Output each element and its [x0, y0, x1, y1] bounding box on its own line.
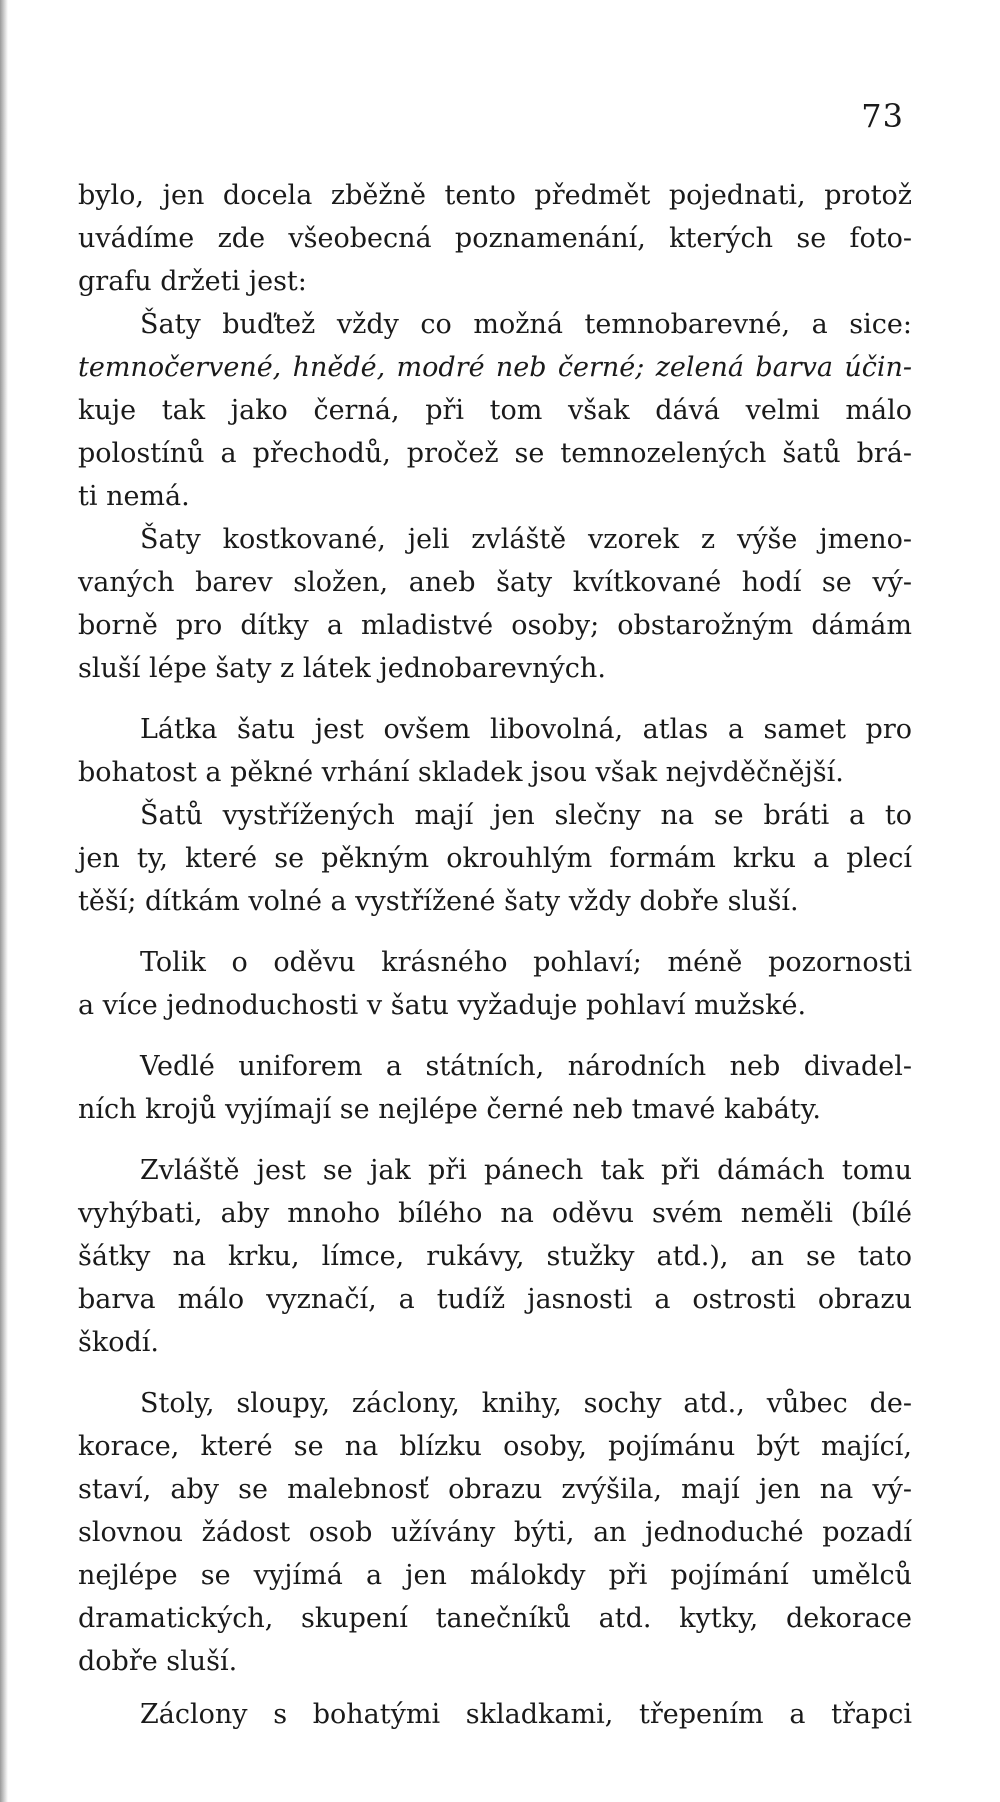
text-line: nejlépe se vyjímá a jen málokdy při pojímání umělců	[78, 1560, 912, 1591]
text-line: Látka šatu jest ovšem libovolná, atlas a samet pro	[140, 714, 912, 745]
text-line: Šatů vystřížených mají jen slečny na se bráti a to	[140, 800, 912, 831]
text-line: Záclony s bohatými skladkami, třepením a třapci	[140, 1699, 912, 1730]
text-line: kuje tak jako černá, při tom však dává velmi málo	[78, 395, 912, 426]
text-line: grafu držeti jest:	[78, 266, 307, 297]
text-line: vyhýbati, aby mnoho bílého na oděvu svém neměli (bílé	[78, 1198, 912, 1229]
paragraph	[78, 303, 912, 518]
paragraph	[78, 1382, 912, 1683]
paragraph	[78, 174, 912, 303]
text-line: barva málo vyznačí, a tudíž jasnosti a ostrosti obrazu	[78, 1284, 912, 1315]
paragraph	[78, 794, 912, 923]
body-text	[78, 174, 912, 1736]
page-number: 73	[861, 97, 904, 135]
text-line: a více jednoduchosti v šatu vyžaduje pohlaví mužské.	[78, 990, 807, 1021]
paragraph	[78, 518, 912, 690]
paragraph	[78, 708, 912, 794]
text-line: Šaty kostkované, jeli zvláště vzorek z výše jmeno-	[140, 524, 912, 555]
text-line: uvádíme zde všeobecná poznamenání, kterých se foto-	[78, 223, 912, 254]
text-line: ních krojů vyjímají se nejlépe černé neb tmavé kabáty.	[78, 1094, 821, 1125]
paragraph	[78, 1149, 912, 1364]
text-line: Zvláště jest se jak při pánech tak při dámách tomu	[140, 1155, 912, 1186]
paragraph	[78, 941, 912, 1027]
text-line: těší; dítkám volné a vystřížené šaty vždy dobře sluší.	[78, 886, 799, 917]
text-line: bohatost a pěkné vrhání skladek jsou však nejvděčnější.	[78, 757, 844, 788]
text-line: Tolik o oděvu krásného pohlaví; méně pozornosti	[140, 947, 912, 978]
text-line: Stoly, sloupy, záclony, knihy, sochy atd., vůbec de-	[140, 1388, 912, 1419]
text-line: slovnou žádost osob užívány býti, an jednoduché pozadí	[78, 1517, 912, 1548]
text-line: Vedlé uniforem a státních, národních neb divadel-	[140, 1051, 912, 1082]
text-line: bylo, jen docela zběžně tento předmět pojednati, protož	[78, 180, 912, 211]
text-line: ti nemá.	[78, 481, 190, 512]
text-line: vaných barev složen, aneb šaty kvítkované hodí se vý-	[78, 567, 912, 598]
text-line: sluší lépe šaty z látek jednobarevných.	[78, 653, 606, 684]
text-line: šátky na krku, límce, rukávy, stužky atd.), an se tato	[78, 1241, 912, 1272]
text-line: temnočervené, hnědé, modré neb černé; zelená barva účin-	[78, 352, 912, 383]
text-line: dobře sluší.	[78, 1646, 238, 1677]
text-line: borně pro dítky a mladistvé osoby; obstarožným dámám	[78, 610, 912, 641]
page-edge-shadow	[0, 0, 8, 1802]
text-line: škodí.	[78, 1327, 159, 1358]
text-line: jen ty, které se pěkným okrouhlým formám krku a plecí	[78, 843, 912, 874]
text-line: polostínů a přechodů, pročež se temnozelených šatů brá-	[78, 438, 912, 469]
text-line: korace, které se na blízku osoby, pojímánu být mající,	[78, 1431, 912, 1462]
text-line: Šaty buďtež vždy co možná temnobarevné, a sice:	[140, 309, 912, 340]
text-line: staví, aby se malebnosť obrazu zvýšila, mají jen na vý-	[78, 1474, 912, 1505]
paragraph	[78, 1045, 912, 1131]
text-line: dramatických, skupení tanečníků atd. kytky, dekorace	[78, 1603, 912, 1634]
paragraph	[78, 1693, 912, 1736]
